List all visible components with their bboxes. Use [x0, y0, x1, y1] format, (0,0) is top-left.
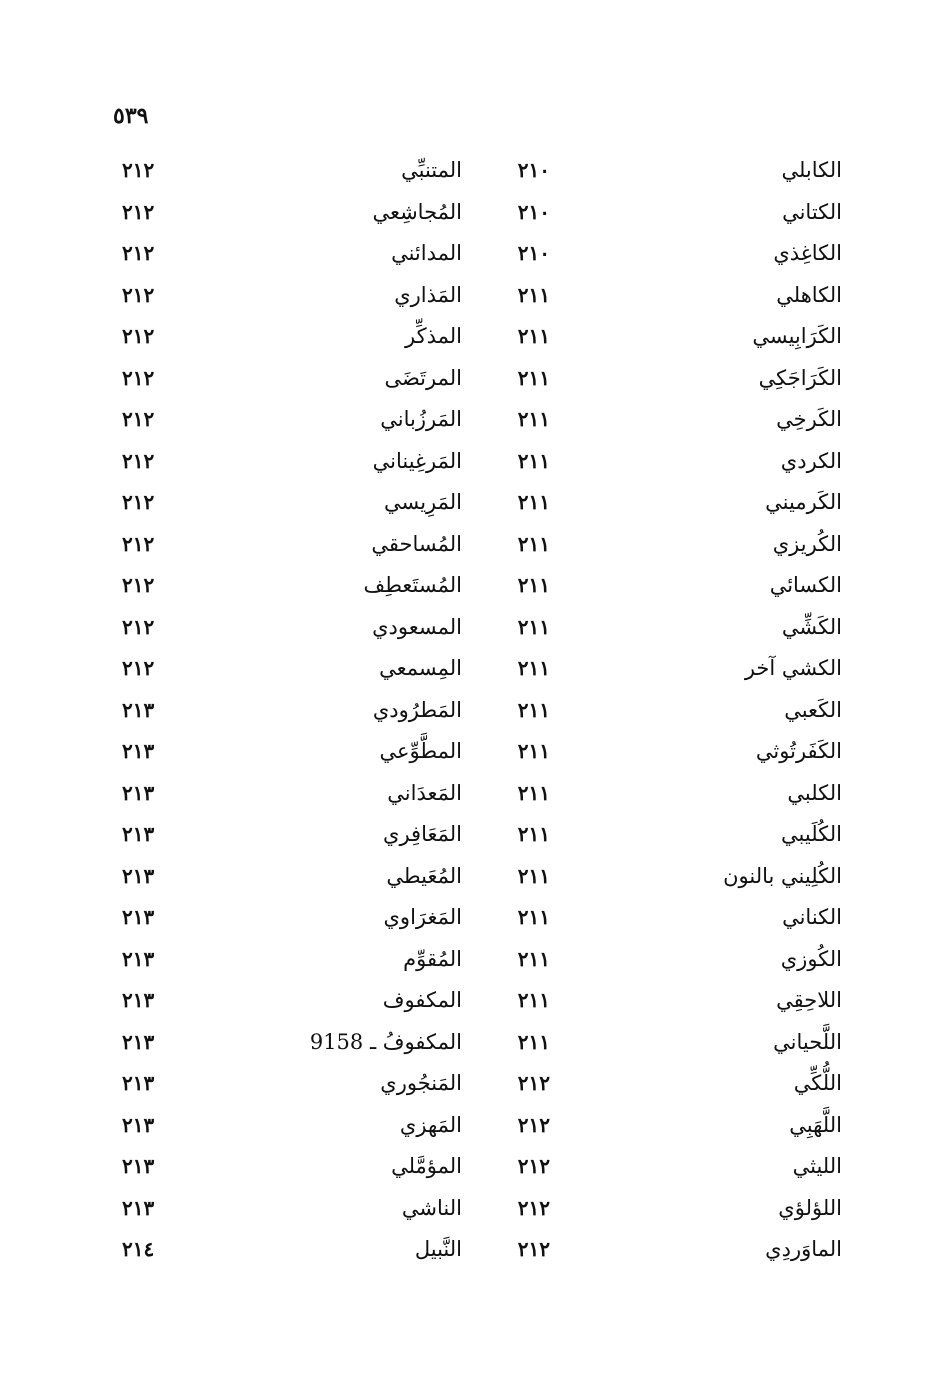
page-ref-right: ٢١١ [517, 282, 550, 307]
index-row [0, 607, 934, 649]
index-row [0, 814, 934, 856]
index-name-right: الكُريزي [772, 531, 842, 556]
page-ref-left: ٢١٢ [122, 656, 155, 680]
page-ref-right: ٢١١ [517, 988, 550, 1012]
index-row [0, 275, 934, 317]
page-ref-right: ٢١١ [517, 656, 550, 680]
index-name-right: الكسائي [769, 573, 842, 597]
index-name-right: الكناني [782, 905, 842, 929]
index-row [0, 980, 934, 1022]
index-name-left: المدائني [391, 241, 462, 265]
page-ref-left: ٢١٢ [122, 282, 155, 307]
index-name-right: الكُلَيبي [781, 822, 842, 846]
index-name-left: المذكِّر [405, 324, 462, 348]
page-ref-right: ٢١١ [517, 324, 550, 348]
index-name-right: الكتاني [782, 199, 842, 224]
page-ref-right: ٢١٢ [517, 1071, 550, 1095]
page-ref-right: ٢١١ [517, 490, 550, 514]
page-ref-left: ٢١٣ [122, 1112, 155, 1137]
index-name-right: الكردي [780, 448, 842, 473]
index-row [0, 1188, 934, 1230]
index-name-left: المَعَافِري [383, 822, 462, 846]
index-name-left: المَنجُوري [380, 1071, 462, 1095]
page-ref-right: ٢١١ [517, 531, 550, 556]
page-ref-left: ٢١٣ [122, 863, 155, 888]
index-row [0, 399, 934, 441]
index-name-left: المَعدَاني [387, 780, 462, 805]
index-name-right: الليثي [792, 1154, 842, 1178]
page-ref-left: ٢١٣ [122, 1029, 155, 1054]
index-row [0, 690, 934, 732]
index-name-right: الكَرميني [765, 490, 842, 514]
index-name-left: المكفوفُ ـ 9158 [309, 1029, 462, 1054]
page-ref-left: ٢١٢ [122, 531, 155, 556]
index-name-right: اللَّحياني [773, 1029, 842, 1054]
index-row [0, 856, 934, 898]
index-name-right: الكاغِذي [773, 241, 842, 265]
index-row [0, 150, 934, 192]
page-ref-right: ٢١١ [517, 448, 550, 473]
page-ref-right: ٢١١ [517, 780, 550, 805]
page-ref-left: ٢١٣ [122, 946, 155, 971]
page-ref-right: ٢١٢ [517, 1237, 550, 1261]
page-ref-left: ٢١٣ [122, 988, 155, 1012]
index-row [0, 897, 934, 939]
index-name-right: اللاحِقِي [776, 988, 842, 1012]
page-ref-left: ٢١٣ [122, 1195, 155, 1220]
page-ref-left: ٢١٢ [122, 448, 155, 473]
index-name-left: المُساحقي [371, 531, 462, 556]
index-list [0, 150, 934, 1271]
index-name-right: الكَرَابِيسي [752, 324, 842, 348]
index-row [0, 565, 934, 607]
index-row [0, 731, 934, 773]
index-name-left: المؤمَّلي [391, 1154, 462, 1178]
index-name-right: اللَّهَبِي [789, 1112, 842, 1137]
index-name-left: المَهزي [399, 1112, 462, 1137]
page-ref-left: ٢١٣ [122, 822, 155, 846]
index-name-left: المسعودي [372, 614, 462, 639]
page-ref-left: ٢١٢ [122, 365, 155, 390]
index-name-right: الكَشِّي [781, 614, 842, 639]
index-row [0, 482, 934, 524]
index-name-left: المَرِيسي [383, 490, 462, 514]
page-number: ٥٣٩ [113, 103, 149, 129]
page-ref-right: ٢١١ [517, 863, 550, 888]
index-name-right: الكابلي [781, 158, 842, 182]
index-row [0, 441, 934, 483]
index-name-left: المطَّوِّعي [379, 739, 462, 763]
index-name-left: النَّبيل [414, 1237, 462, 1261]
index-row [0, 316, 934, 358]
index-name-left: المِسمعي [379, 656, 462, 680]
page-ref-right: ٢١١ [517, 365, 550, 390]
page-ref-right: ٢١٢ [517, 1195, 550, 1220]
page-ref-right: ٢١١ [517, 1029, 550, 1054]
index-name-left: المُعَيطي [386, 863, 462, 888]
index-row [0, 233, 934, 275]
page-ref-right: ٢١٢ [517, 1112, 550, 1137]
index-name-left: المَطرُودي [372, 697, 462, 722]
index-name-left: المُقوِّم [403, 946, 462, 971]
page-ref-left: ٢١٣ [122, 780, 155, 805]
page-ref-left: ٢١٢ [122, 199, 155, 224]
index-name-right: الكلبي [787, 780, 842, 805]
page-ref-left: ٢١٢ [122, 573, 155, 597]
index-row [0, 1146, 934, 1188]
index-name-left: المَذاري [394, 282, 462, 307]
index-name-left: المَرزُباني [380, 407, 462, 431]
page-ref-left: ٢١٣ [122, 1071, 155, 1095]
index-name-right: الكاهلي [776, 282, 842, 307]
page-ref-right: ٢١١ [517, 697, 550, 722]
page-ref-left: ٢١٣ [122, 905, 155, 929]
index-row [0, 1229, 934, 1271]
index-row [0, 358, 934, 400]
index-name-left: المُجاشِعي [372, 199, 462, 224]
page-ref-right: ٢١١ [517, 946, 550, 971]
index-name-left: الناشي [401, 1195, 462, 1220]
page-ref-left: ٢١٢ [122, 614, 155, 639]
page-ref-right: ٢١١ [517, 905, 550, 929]
index-name-left: المتنبِّي [401, 158, 462, 182]
page-ref-left: ٢١٣ [122, 739, 155, 763]
index-name-left: المرتَضَى [384, 365, 462, 390]
page-ref-left: ٢١٢ [122, 407, 155, 431]
page-ref-left: ٢١٤ [122, 1237, 155, 1261]
page-ref-left: ٢١٢ [122, 324, 155, 348]
page-ref-right: ٢١١ [517, 822, 550, 846]
index-name-right: الكَعبي [784, 697, 842, 722]
page-ref-right: ٢١٠ [517, 199, 550, 224]
page-ref-left: ٢١٢ [122, 158, 155, 182]
page-ref-right: ٢١١ [517, 407, 550, 431]
page-ref-right: ٢١٠ [517, 158, 550, 182]
index-name-right: الكَرخِي [776, 407, 842, 431]
index-row [0, 939, 934, 981]
index-name-left: المُستَعطِف [363, 573, 462, 597]
index-name-right: اللؤلؤي [778, 1195, 842, 1220]
page-ref-left: ٢١٢ [122, 241, 155, 265]
page-ref-right: ٢١٢ [517, 1154, 550, 1178]
index-row [0, 192, 934, 234]
index-name-right: الكَرَاجَكِي [758, 365, 842, 390]
page-ref-right: ٢١١ [517, 573, 550, 597]
index-name-right: الكُوزي [780, 946, 842, 971]
index-name-right: الكُلِيني بالنون [723, 863, 842, 888]
index-row [0, 1063, 934, 1105]
index-row [0, 524, 934, 566]
page-ref-right: ٢١١ [517, 614, 550, 639]
index-row [0, 1022, 934, 1064]
index-row [0, 648, 934, 690]
index-name-right: الماوَردِي [765, 1237, 842, 1261]
index-name-right: الكَفَرتُوثي [755, 739, 842, 763]
page-ref-left: ٢١٣ [122, 697, 155, 722]
index-row [0, 1105, 934, 1147]
page-ref-right: ٢١٠ [517, 241, 550, 265]
page-ref-left: ٢١٣ [122, 1154, 155, 1178]
index-name-left: المَرغِيناني [372, 448, 462, 473]
page-ref-right: ٢١١ [517, 739, 550, 763]
page-ref-left: ٢١٢ [122, 490, 155, 514]
index-name-left: المكفوف [382, 988, 462, 1012]
index-name-right: الكشي آخر [744, 656, 842, 680]
index-name-right: اللُّكِّي [793, 1071, 842, 1095]
index-name-left: المَغرَاوي [383, 905, 462, 929]
index-row [0, 773, 934, 815]
